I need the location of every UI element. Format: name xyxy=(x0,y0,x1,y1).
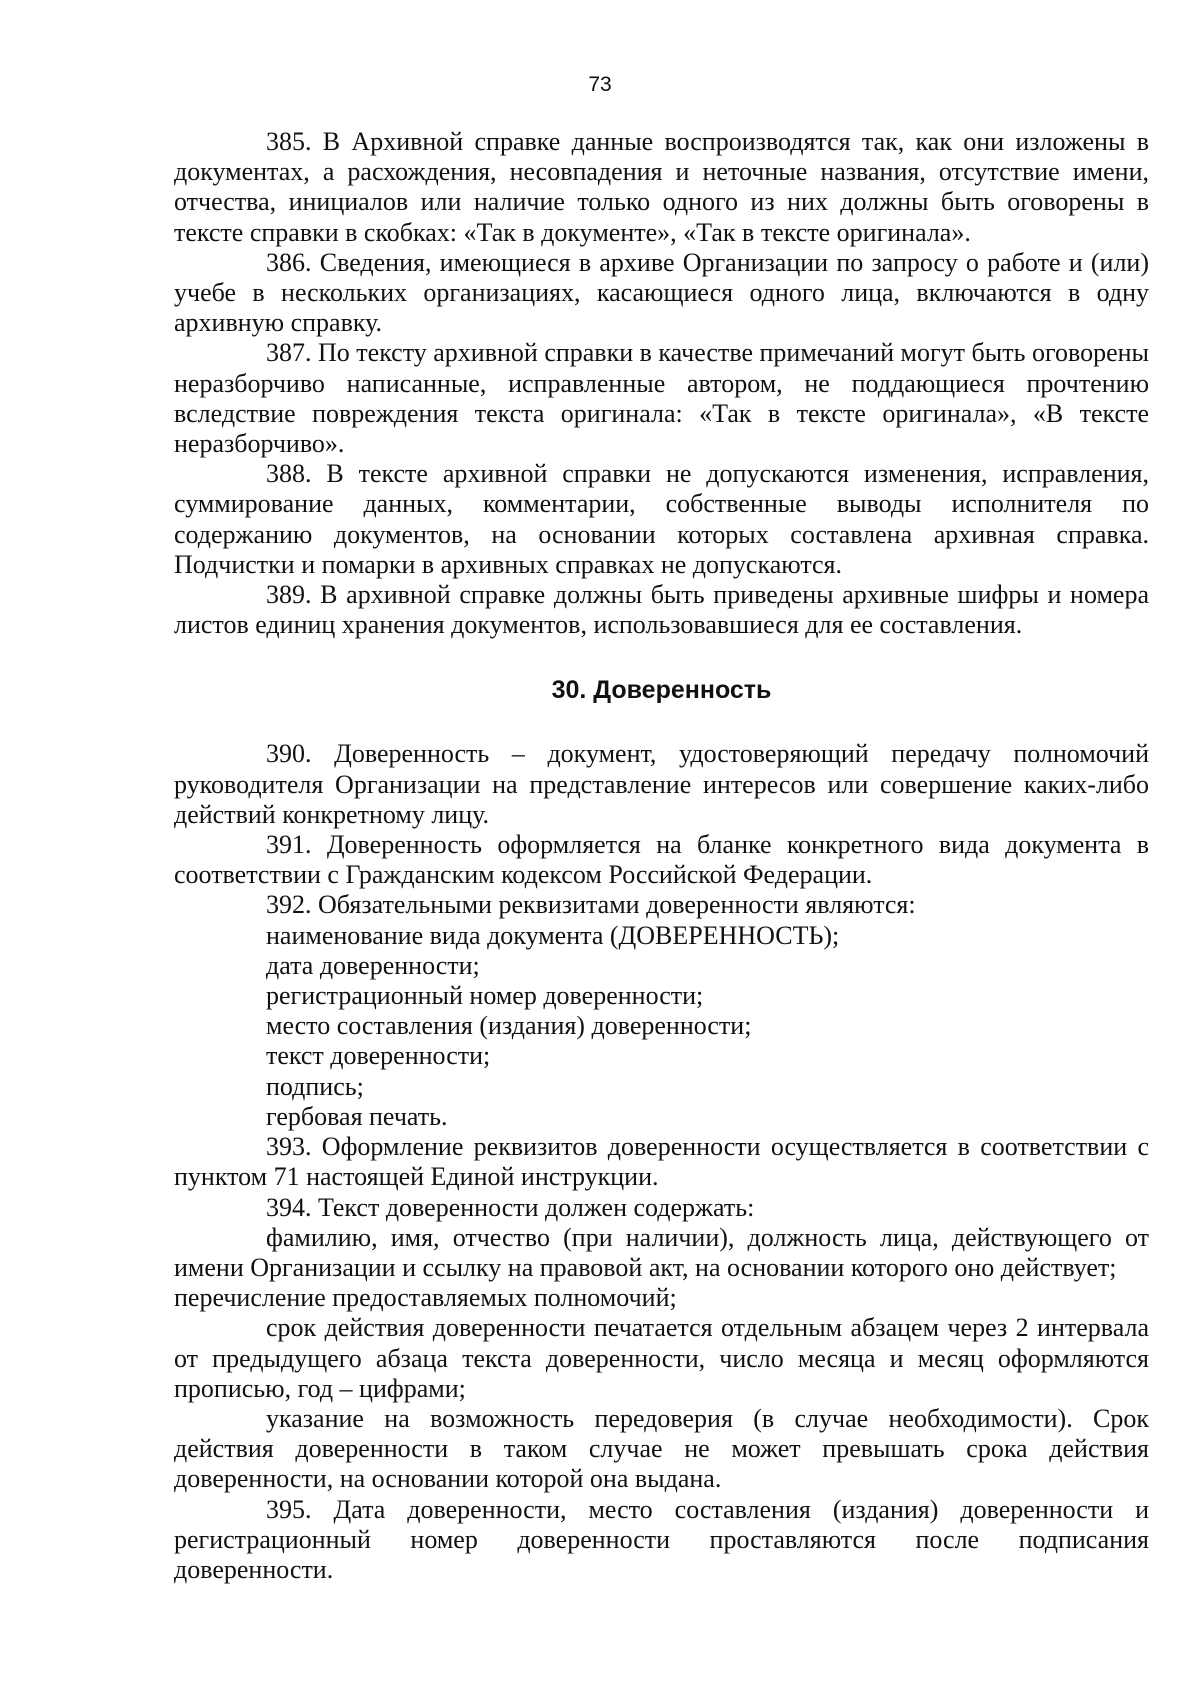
paragraph-385: 385. В Архивной справке данные воспроизводятся так, как они изложены в документах, а расхождения, несовпадения и неточные названия, отсутствие имени, отчества, инициалов или наличие только одного из них должны быть оговорены в тексте справки в скобках: «Так в документе», «Так в тексте оригинала». xyxy=(174,127,1149,247)
paragraph-394-item-name: фамилию, имя, отчество (при наличии), должность лица, действующего от имени Организации и ссылку на правовой акт, на основании которого оно действует; xyxy=(174,1222,1149,1282)
paragraph-388: 388. В тексте архивной справки не допускаются изменения, исправления, суммирование данных, комментарии, собственные выводы исполнителя по содержанию документов, на основании которых составлена архивная справка. Подчистки и помарки в архивных справках не допускаются. xyxy=(174,459,1149,579)
paragraph-389: 389. В архивной справке должны быть приведены архивные шифры и номера листов единиц хранения документов, использовавшиеся для ее составления. xyxy=(174,580,1149,640)
paragraph-387: 387. По тексту архивной справки в качестве примечаний могут быть оговорены неразборчиво написанные, исправленные автором, не поддающиеся прочтению вследствие повреждения текста оригинала: «Так в тексте оригинала», «В тексте неразборчиво». xyxy=(174,338,1149,459)
paragraph-395: 395. Дата доверенности, место составления (издания) доверенности и регистрационный номер доверенности проставляются после подписания доверенности. xyxy=(174,1494,1149,1584)
list-item: гербовая печать. xyxy=(266,1101,448,1131)
paragraph-390: 390. Доверенность – документ, удостоверяющий передачу полномочий руководителя Организации на представление интересов или совершение каких-либо действий конкретному лицу. xyxy=(174,739,1149,829)
list-item: наименование вида документа (ДОВЕРЕННОСТЬ); xyxy=(266,920,840,950)
document-body xyxy=(174,127,1149,1585)
section-heading-power-of-attorney: 30. Доверенность xyxy=(551,676,772,705)
paragraph-394-item-delegation: указание на возможность передоверия (в случае необходимости). Срок действия доверенности в таком случае не может превышать срока действия доверенности, на основании которой она выдана. xyxy=(174,1403,1149,1494)
list-item: дата доверенности; xyxy=(266,950,480,980)
paragraph-394-item-term: срок действия доверенности печатается отдельным абзацем через 2 интервала от предыдущего абзаца текста доверенности, число месяца и месяц оформляются прописью, год – цифрами; xyxy=(174,1313,1149,1403)
list-item: подпись; xyxy=(266,1071,364,1101)
paragraph-394-item-powers: перечисление предоставляемых полномочий; xyxy=(174,1283,677,1313)
paragraph-391: 391. Доверенность оформляется на бланке конкретного вида документа в соответствии с Гражданским кодексом Российской Федерации. xyxy=(174,830,1149,890)
list-item: место составления (издания) доверенности; xyxy=(266,1011,752,1041)
list-item: текст доверенности; xyxy=(266,1041,491,1071)
paragraph-393: 393. Оформление реквизитов доверенности осуществляется в соответствии с пунктом 71 настоящей Единой инструкции. xyxy=(174,1132,1149,1192)
paragraph-386: 386. Сведения, имеющиеся в архиве Организации по запросу о работе и (или) учебе в нескольких организациях, касающиеся одного лица, включаются в одну архивную справку. xyxy=(174,247,1149,338)
requisites-list xyxy=(174,921,1149,1132)
paragraph-394: 394. Текст доверенности должен содержать: xyxy=(266,1192,755,1222)
paragraph-392: 392. Обязательными реквизитами доверенности являются: xyxy=(266,890,916,920)
list-item: регистрационный номер доверенности; xyxy=(266,981,704,1011)
page-number: 73 xyxy=(588,73,612,96)
